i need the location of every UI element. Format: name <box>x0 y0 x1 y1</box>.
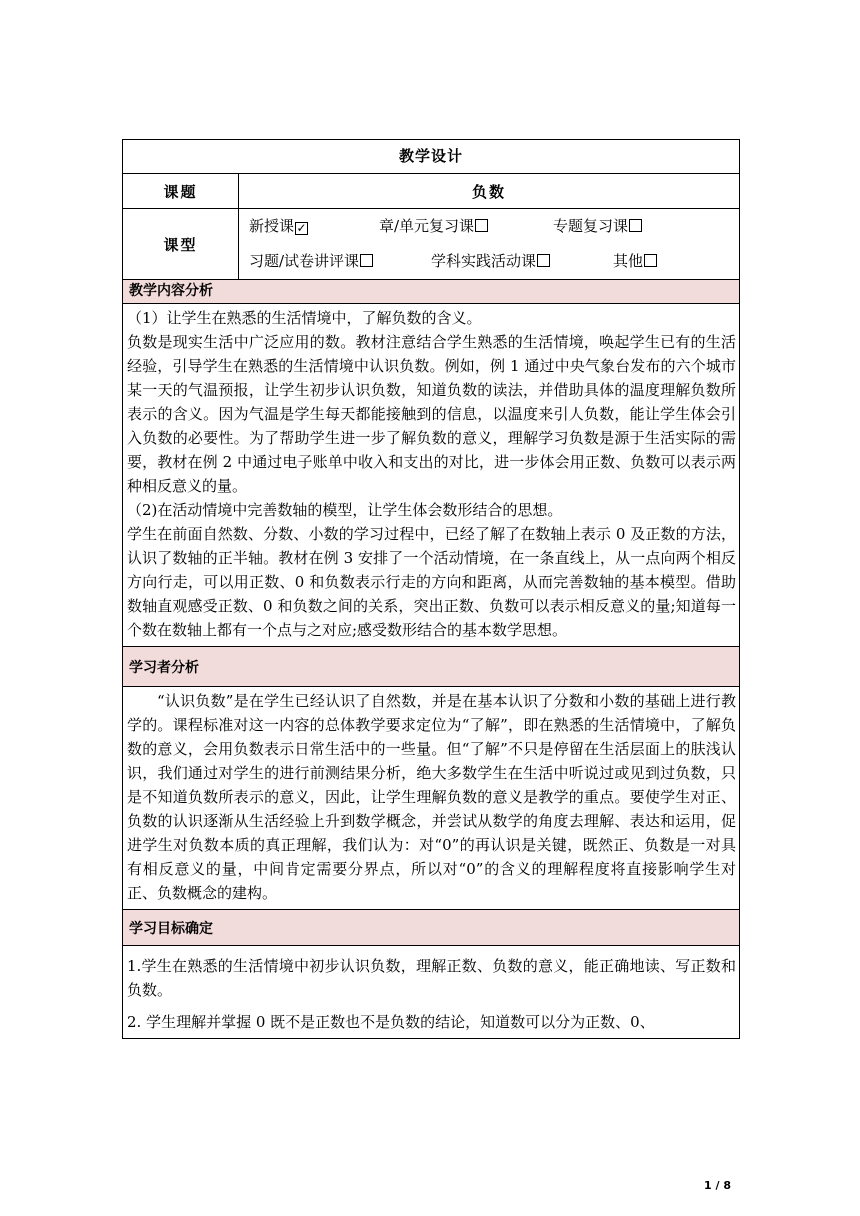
lesson-type-option[interactable] <box>249 209 308 244</box>
content-point-1: （1）让学生在熟悉的生活情境中，了解负数的含义。 <box>127 309 482 327</box>
option-label: 新授课 <box>249 217 295 235</box>
lesson-type-option[interactable] <box>249 244 373 279</box>
content-point-2: （2)在活动情境中完善数轴的模型，让学生体会数形结合的思想。 <box>127 501 563 519</box>
lesson-type-option[interactable] <box>553 209 642 244</box>
option-label: 专题复习课 <box>553 217 629 235</box>
checkbox-icon[interactable] <box>475 219 488 232</box>
option-label: 习题/试卷讲评课 <box>249 252 360 270</box>
lesson-type-option[interactable] <box>379 209 488 244</box>
lesson-type-row-1 <box>239 209 739 244</box>
learner-paragraph: “认识负数”是在学生已经认识了自然数，并是在基本认识了分数和小数的基础上进行教学的。课程标准对这一内容的总体教学要求定位为“了解”，即在熟悉的生活情境中，了解负数的意义，会用负数表示日常生活中的一些量。但“了解”不只是停留在生活层面上的肤浅认识，我们通过对学生的进行前测结果分析，绝大多数学生在生活中听说过或见到过负数，只是不知道负数所表示的意义，因此，让学生理解负数的意义是教学的重点。要使学生对正、负数的认识逐渐从生活经验上升到数学概念，并尝试从数学的角度去理解、表达和运用，促进学生对负数本质的真正理解，我们认为：对“0”的再认识是关键，既然正、负数是一对具有相反意义的量，中间肯定需要分界点，所以对“0”的含义的理解程度将直接影响学生对正、负数概念的建构。 <box>127 692 737 902</box>
learner-analysis-body <box>123 687 740 910</box>
content-paragraph-1: 负数是现实生活中广泛应用的数。教材注意结合学生熟悉的生活情境，唤起学生已有的生活经验，引导学生在熟悉的生活情境中认识负数。例如，例 1 通过中央气象台发布的六个城市某一天的气温预报，让学生初步认识负数，知道负数的读法，并借助具体的温度理解负数所表示的含义。因为气温是学生每天都能接触到的信息，以温度来引人负数，能让学生体会引入负数的必要性。为了帮助学生进一步了解负数的意义，理解学习负数是源于生活实际的需要，教材在例 2 中通过电子账单中收入和支出的对比，进一步体会用正数、负数可以表示两种相反意义的量。 <box>127 333 737 495</box>
goal-item-2: 2. 学生理解并掌握 0 既不是正数也不是负数的结论，知道数可以分为正数、0、 <box>127 1013 655 1031</box>
lesson-type-label: 课型 <box>123 209 239 280</box>
lesson-plan-table <box>122 139 740 1039</box>
checkbox-icon[interactable] <box>644 254 657 267</box>
lesson-type-option[interactable] <box>431 244 550 279</box>
content-analysis-heading: 教学内容分析 <box>123 280 740 304</box>
document-title: 教学设计 <box>123 140 740 174</box>
checkbox-icon[interactable] <box>537 254 550 267</box>
checkbox-checked-icon[interactable]: ✓ <box>296 221 307 235</box>
goals-heading: 学习目标确定 <box>123 910 740 946</box>
option-label: 学科实践活动课 <box>431 252 537 270</box>
content-analysis-body <box>123 304 740 647</box>
lesson-type-option[interactable] <box>613 244 657 279</box>
lesson-type-row-2 <box>239 244 739 279</box>
goal-item-1: 1.学生在熟悉的生活情境中初步认识负数，理解正数、负数的意义，能正确地读、写正数和负数。 <box>127 957 737 999</box>
option-label: 其他 <box>613 252 644 270</box>
checkbox-icon[interactable] <box>629 219 642 232</box>
topic-label: 课题 <box>123 174 239 209</box>
topic-value: 负数 <box>239 174 740 209</box>
option-label: 章/单元复习课 <box>379 217 475 235</box>
page-number: 1 / 8 <box>704 1179 731 1192</box>
checkbox-icon[interactable] <box>360 254 373 267</box>
learner-analysis-heading: 学习者分析 <box>123 647 740 687</box>
goals-body <box>123 946 740 1039</box>
lesson-type-options <box>239 209 740 280</box>
content-paragraph-2: 学生在前面自然数、分数、小数的学习过程中，已经了解了在数轴上表示 0 及正数的方法，认识了数轴的正半轴。教材在例 3 安排了一个活动情境，在一条直线上，从一点向两个相反方向行走，可以用正数、0 和负数表示行走的方向和距离，从而完善数轴的基本模型。借助数轴直观感受正数、0 和负数之间的关系，突出正数、负数可以表示相反意义的量;知道每一个数在数轴上都有一个点与之对应;感受数形结合的基本数学思想。 <box>127 525 737 639</box>
